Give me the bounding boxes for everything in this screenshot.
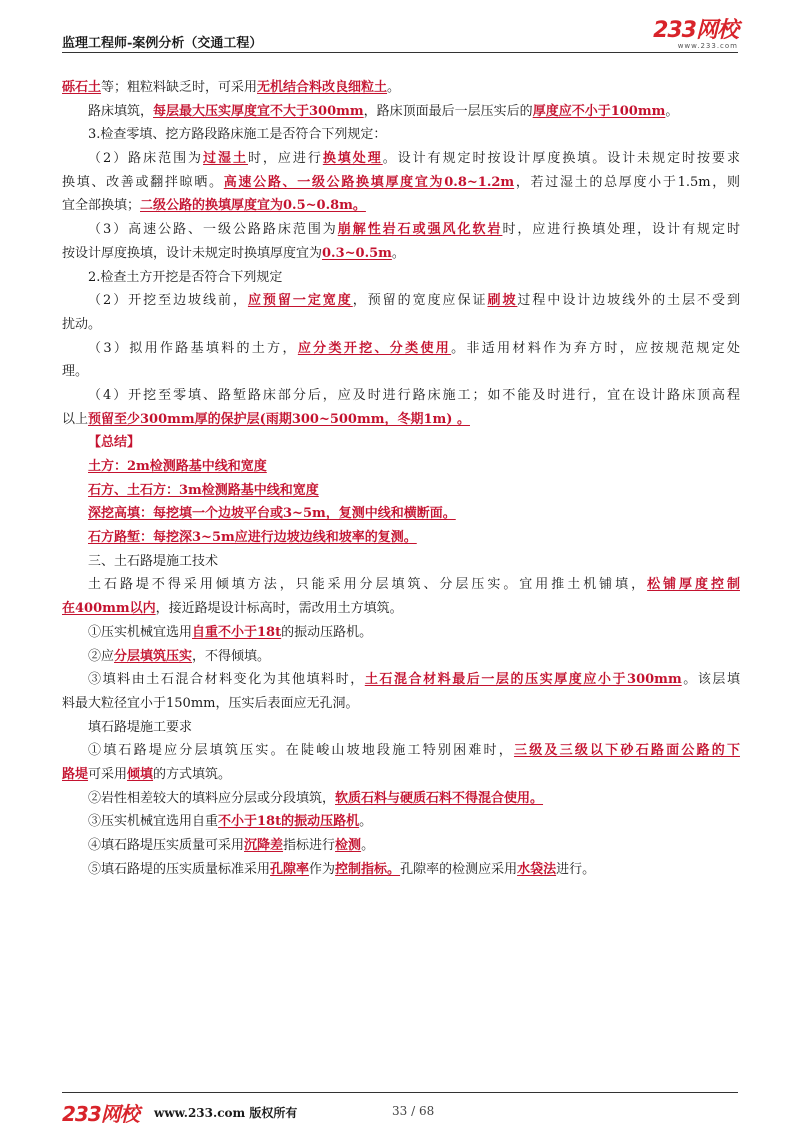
text-segment: 。非适用材料作为弃方时，应按规范规定处 (451, 340, 740, 356)
highlighted-text: 崩解性岩石或强风化软岩 (337, 222, 503, 238)
highlighted-text: 不小于18t的振动压路机 (218, 814, 360, 830)
highlighted-text: 检测 (335, 838, 362, 853)
highlighted-text: 预留至少300mm厚的保护层(雨期300~500mm，冬期1m) 。 (88, 411, 470, 427)
highlighted-text: 过湿土 (203, 151, 248, 167)
highlighted-text: 控制指标。 (335, 861, 401, 877)
text-segment: 2.检查土方开挖是否符合下列规定 (88, 269, 283, 285)
text-segment: 3.检查零填、挖方路段路床施工是否符合下列规定： (88, 127, 387, 143)
text-segment: 时，应进行换填处理，设计有规定时 (502, 222, 740, 238)
text-line (62, 337, 740, 361)
text-segment: 的振动压路机。 (281, 624, 373, 640)
brand-logo (653, 20, 738, 50)
text-segment: 。 (665, 103, 679, 119)
logo-url: www.233.com (677, 42, 738, 50)
text-segment: ④填石路堤压实质量可采用 (88, 838, 245, 853)
text-segment: 作为 (309, 861, 336, 877)
text-segment: ③填料由土石混合材料变化为其他填料时， (88, 672, 365, 688)
text-segment: （2）开挖至边坡线前， (88, 293, 248, 309)
text-line (62, 194, 740, 218)
text-line (62, 858, 740, 882)
text-segment: 三、土石路堤施工技术 (88, 553, 219, 569)
highlighted-text: 自重不小于18t (192, 624, 282, 640)
text-segment: 以上 (62, 411, 89, 427)
highlighted-text: 土方：2m检测路基中线和宽度 (88, 459, 267, 474)
text-segment: ⑤填石路堤的压实质量标准采用 (88, 861, 271, 877)
text-segment: 宜全部换填； (62, 198, 141, 214)
text-segment: ①填石路堤应分层填筑压实。在陡峻山坡地段施工特别困难时， (88, 743, 514, 759)
highlighted-text: 高速公路、一级公路换填厚度宜为0.8~1.2m (223, 174, 515, 190)
text-line (62, 147, 740, 171)
text-segment: 。 (391, 245, 405, 261)
text-line (62, 408, 740, 432)
text-line (62, 313, 740, 337)
text-segment: ，预留的宽度应保证 (352, 293, 488, 309)
highlighted-text: 在400mm以内 (62, 601, 156, 617)
logo-text: 233网校 (653, 18, 738, 43)
text-segment: （3）拟用作路基填料的土方， (88, 340, 298, 356)
page-header (62, 20, 738, 50)
text-segment: 的方式填筑。 (153, 766, 232, 782)
text-segment: 时，应进行 (247, 151, 323, 167)
highlighted-text: 二级公路的换填厚度宜为0.5~0.8m。 (140, 198, 366, 214)
highlighted-text: 换填处理 (322, 151, 383, 167)
text-segment: 扰动。 (62, 316, 102, 332)
text-line (62, 834, 740, 858)
text-line (62, 668, 740, 692)
highlighted-text: 孔隙率 (270, 861, 310, 877)
text-segment: 可采用 (88, 766, 128, 782)
text-segment: 进行。 (556, 861, 596, 877)
highlighted-text: 砾石土 (62, 80, 102, 95)
text-line (62, 716, 740, 740)
document-title: 监理工程师-案例分析（交通工程） (62, 36, 263, 51)
text-line (62, 787, 740, 811)
text-line (62, 289, 740, 313)
text-segment: （2）路床范围为 (88, 151, 204, 167)
text-line (62, 621, 740, 645)
highlighted-text: 松铺厚度控制 (647, 577, 740, 593)
text-segment: ①压实机械宜选用 (88, 624, 193, 640)
highlighted-text: 刷坡 (487, 293, 518, 309)
text-segment: 孔隙率的检测应采用 (400, 861, 518, 877)
highlighted-text: 深挖高填：每挖填一个边坡平台或3~5m，复测中线和横断面。 (88, 506, 456, 522)
text-segment: 过程中设计边坡线外的土层不受到 (517, 293, 740, 309)
text-segment: 。该层填 (681, 672, 740, 688)
highlighted-text: 石方路堑：每挖深3~5m应进行边坡边线和坡率的复测。 (88, 530, 417, 546)
text-line (62, 431, 740, 455)
text-segment: ，若过湿土的总厚度小于1.5m，则 (514, 174, 740, 190)
page-number: 33 / 68 (392, 1104, 435, 1118)
text-line (62, 100, 740, 124)
text-segment: 。 (359, 814, 373, 830)
text-line (62, 550, 740, 574)
highlighted-text: 每层最大压实厚度宜不大于300mm (153, 103, 364, 119)
text-segment: ，接近路堤设计标高时，需改用土方填筑。 (155, 601, 403, 617)
text-segment: 路床填筑， (88, 103, 154, 119)
text-segment: 土石路堤不得采用倾填方法，只能采用分层填筑、分层压实。宜用推土机铺填， (88, 577, 648, 593)
highlighted-text: 沉降差 (244, 838, 284, 853)
highlighted-text: 土石混合材料最后一层的压实厚度应小于300mm (364, 672, 682, 688)
page-footer (62, 1092, 738, 1126)
text-segment: 换填、改善或翻拌晾晒。 (62, 174, 224, 190)
text-segment: 。 (361, 838, 375, 853)
footer-logo: 233网校 (62, 1102, 139, 1126)
highlighted-text: 无机结合料改良细粒土 (257, 80, 388, 95)
text-line (62, 479, 740, 503)
document-body (62, 76, 740, 881)
text-segment: ②岩性相差较大的填料应分层或分段填筑， (88, 790, 336, 806)
text-line (62, 76, 740, 100)
text-line (62, 739, 740, 763)
copyright-text: www.233.com 版权所有 (154, 1106, 298, 1120)
text-segment: 按设计厚度换填，设计未规定时换填厚度宜为 (62, 245, 323, 261)
text-line (62, 645, 740, 669)
text-segment: ③压实机械宜选用自重 (88, 814, 219, 830)
text-line (62, 266, 740, 290)
highlighted-text: 三级及三级以下砂石路面公路的下 (513, 743, 740, 759)
text-line (62, 123, 740, 147)
text-segment: 。 (387, 80, 401, 95)
highlighted-text: 分层填筑压实 (114, 648, 193, 664)
text-segment: 【总结】 (88, 435, 141, 451)
text-line (62, 526, 740, 550)
text-segment: ，不得倾填。 (192, 648, 271, 664)
text-segment: ②应 (88, 648, 115, 664)
text-segment: 。设计有规定时按设计厚度换填。设计未规定时按要求 (382, 151, 740, 167)
text-segment: （3）高速公路、一级公路路床范围为 (88, 222, 338, 238)
text-line (62, 810, 740, 834)
text-segment: 理。 (62, 364, 89, 380)
highlighted-text: 软质石料与硬质石料不得混合使用。 (335, 790, 544, 806)
highlighted-text: 石方、土石方：3m检测路基中线和宽度 (88, 482, 319, 498)
highlighted-text: 倾填 (127, 766, 154, 782)
text-segment: （4）开挖至零填、路堑路床部分后，应及时进行路床施工；如不能及时进行，宜在设计路床顶高程 (88, 387, 740, 403)
text-segment: 料最大粒径宜小于150mm，压实后表面应无孔洞。 (62, 695, 359, 711)
footer-rule (62, 1092, 738, 1093)
text-line (62, 360, 740, 384)
header-rule (62, 52, 738, 53)
text-line (62, 573, 740, 597)
highlighted-text: 应分类开挖、分类使用 (297, 340, 452, 356)
text-segment: 指标进行 (283, 838, 336, 853)
highlighted-text: 水袋法 (517, 861, 557, 877)
highlighted-text: 路堤 (62, 766, 89, 782)
text-line (62, 455, 740, 479)
text-segment: ，路床顶面最后一层压实后的 (363, 103, 533, 119)
text-segment: 填石路堤施工要求 (88, 719, 193, 735)
text-line (62, 384, 740, 408)
text-line (62, 763, 740, 787)
text-line (62, 171, 740, 195)
text-line (62, 597, 740, 621)
highlighted-text: 0.3~0.5m (322, 245, 392, 261)
text-line (62, 502, 740, 526)
text-line (62, 692, 740, 716)
highlighted-text: 厚度应不小于100mm (532, 103, 666, 119)
text-line (62, 242, 740, 266)
text-segment: 等；粗粒料缺乏时，可采用 (101, 80, 258, 95)
text-line (62, 218, 740, 242)
highlighted-text: 应预留一定宽度 (247, 293, 353, 309)
